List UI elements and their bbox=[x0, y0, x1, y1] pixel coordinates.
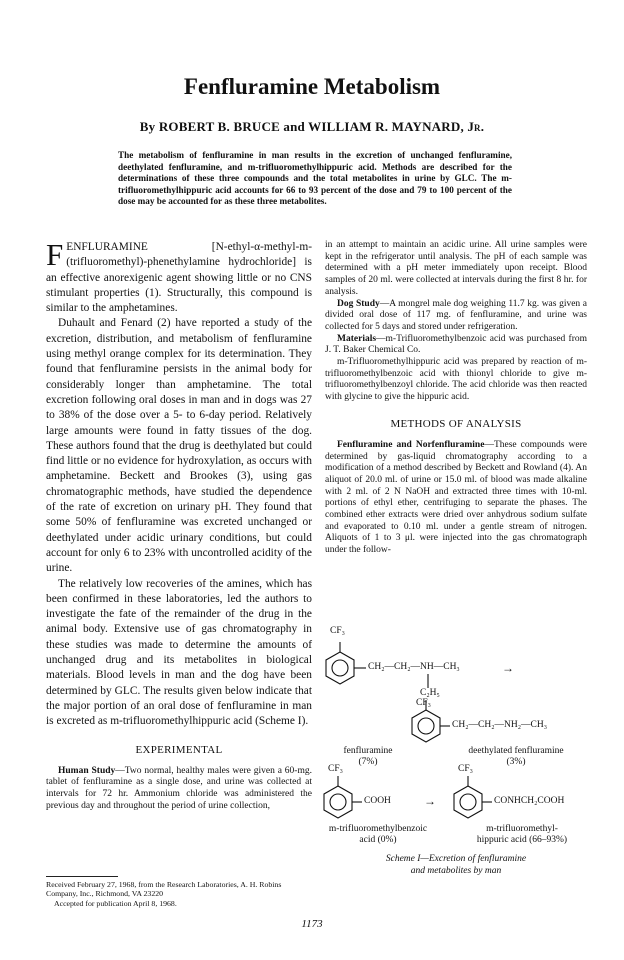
run-in-head-fenfluramine: Fenfluramine and Norfenfluramine bbox=[337, 439, 485, 450]
section-heading-experimental: EXPERIMENTAL bbox=[135, 743, 223, 756]
scheme-caption-line-2: and metabolites by man bbox=[410, 865, 502, 876]
percent-hippuric-acid: hippuric acid (66–93%) bbox=[476, 835, 568, 845]
benzene-ring-benzoic bbox=[324, 786, 352, 818]
run-in-head-materials: Materials bbox=[337, 333, 377, 344]
intro-paragraph bbox=[46, 237, 312, 316]
section-heading-methods: METHODS OF ANALYSIS bbox=[390, 417, 522, 430]
cf3-label-4: CF₃ bbox=[458, 764, 473, 774]
paragraph-human-study bbox=[46, 766, 312, 813]
percent-deethylated: (3%) bbox=[506, 757, 526, 767]
label-hippuric-acid: m-trifluoromethyl- bbox=[486, 824, 558, 834]
human-study-text: —Two normal, healthy males were given a 60-mg. tablet of fenfluramine as a single dose, and urine was collected at intervals for 72 hr. Ammonium chloride was administered the previous day and throughout the period of urine collection, bbox=[46, 765, 312, 811]
dog-study-text: —A mongrel male dog weighing 11.7 kg. was given a divided oral dose of 117 mg. of fenfluramine, and urine was collected for 5 days and stored under refrigeration. bbox=[325, 298, 587, 332]
reaction-arrow-1: → bbox=[502, 661, 514, 675]
paragraph-duhault: Duhault and Fenard (2) have reported a study of the excretion, distribution, and metabolism of fenfluramine using methyl orange complex for its determination. They found that fenfluramine persists in the animal body for considerably longer than amphetamine. The total excretion following oral doses in man and in dogs was 27 to 38% of the dose over a 5- to 6-day period. Relatively large amounts were found in fatty tissues of the dog. These authors found that the drug is deethylated but could find little or no evidence for hydroxylation, as occurs with amphetamine. Beckett and Brookes (3), using gas chromatographic methods, have studied the dependence of the rate of excretion on urinary pH. They found that some 50% of fenfluramine was excreted unchanged or deethylated under acidic urinary conditions, but could account for only 6 to 23% with uncontrolled acidity of the urine. bbox=[46, 317, 312, 575]
scheme-caption-line-1: Scheme I—Excretion of fenfluramine bbox=[385, 854, 527, 864]
footnote-rule bbox=[46, 876, 118, 877]
intro-smallcaps: ENFLURAMINE bbox=[66, 241, 148, 253]
carboxyl-group: COOH bbox=[364, 796, 391, 806]
benzene-ring-hippuric bbox=[454, 786, 482, 818]
reaction-arrow-2: → bbox=[424, 794, 436, 808]
footnote bbox=[46, 880, 310, 908]
drop-cap: F bbox=[46, 237, 64, 272]
author-suffix: Jr. bbox=[467, 119, 485, 134]
side-chain-deethylated: CH₂—CH₂—NH₂—CH₃ bbox=[452, 720, 548, 730]
paper-title: Fenfluramine Metabolism bbox=[183, 74, 441, 99]
page-number: 1173 bbox=[301, 918, 323, 930]
cf3-label-2: CF₃ bbox=[416, 698, 431, 708]
cf3-label-1: CF₃ bbox=[330, 626, 345, 636]
paragraph-fenfluramine-method bbox=[325, 440, 587, 557]
fenfluramine-method-text: —These compounds were determined by gas-liquid chromatography according to a modification of a method described by Beckett and Rowland (4). An aliquot of 20.0 ml. of urine or 15.0 ml. of blood was made alkaline with 2 ml. of 2 N NaOH and extracted three times with 10-ml. portions of ethyl ether, centrifuging to separate the phases. The combined ether extracts were dried over anhydrous sodium sulfate and evaporated to 0.10 ml. under a gentle stream of nitrogen. Aliquots of 1 to 3 μl. were injected into the gas chromatograph under the follow- bbox=[325, 439, 587, 556]
scheme-1 bbox=[318, 606, 598, 906]
paragraph-hippuric-prep: m-Trifluoromethylhippuric acid was prepared by reaction of m-trifluoromethylbenzoic acid with thionyl chloride to give m-trifluoromethylbenzoyl chloride. The acid chloride was then reacted with glycine to give the hippuric acid. bbox=[325, 357, 587, 403]
scheme-caption bbox=[318, 854, 594, 877]
left-column bbox=[46, 237, 312, 812]
ethyl-label: C₂H₅ bbox=[420, 688, 440, 698]
cf3-label-3: CF₃ bbox=[328, 764, 343, 774]
footnote-received: Received February 27, 1968, from the Research Laboratories, A. H. Robins Company, Inc., Richmond, VA 23220 bbox=[46, 880, 282, 899]
run-in-head-dog: Dog Study bbox=[337, 298, 380, 309]
abstract: The metabolism of fenfluramine in man results in the excretion of unchanged fenfluramine, deethylated fenfluramine, and m-trifluoromethylhippuric acid. Methods are described for the determinations of these three compounds and the total metabolites in urine by GLC. The m-trifluoromethylhippuric acid accounts for 66 to 93 percent of the dose and 79 to 100 percent of the dose may be accounted for as these three metabolites. bbox=[118, 150, 512, 207]
side-chain-fenfluramine: CH₂—CH₂—NH—CH₃ bbox=[368, 662, 460, 672]
footnote-accepted: Accepted for publication April 8, 1968. bbox=[54, 898, 177, 908]
intro-text: [N-ethyl-α-methyl-m-(trifluoromethyl)-phenethylamine hydrochloride] is an effective anorexigenic agent showing little or no CNS stimulant properties (1). Structurally, this compound is similar to the amphetamines. bbox=[46, 241, 312, 315]
label-deethylated: deethylated fenfluramine bbox=[468, 746, 564, 756]
paragraph-recoveries: The relatively low recoveries of the amines, which has been confirmed in these laboratories, led the authors to investigate the fate of the remainder of the drug in the animal body. Extensive use of gas chromatography in these studies was made to determine the amounts of unchanged drug and its metabolites in biological materials. Blood levels in man and the dog have been determined by GLC. The results given below indicate that the major portion of an oral dose of fenfluramine in man is excreted as m-trifluoromethylhippuric acid (Scheme I). bbox=[46, 577, 312, 728]
percent-fenfluramine: (7%) bbox=[358, 757, 378, 767]
right-column bbox=[325, 240, 587, 557]
run-in-head-human: Human Study bbox=[58, 765, 116, 776]
paragraph-dog-study bbox=[325, 299, 587, 334]
materials-text: —m-Trifluoromethylbenzoic acid was purchased from J. T. Baker Chemical Co. bbox=[325, 333, 587, 356]
paragraph-materials bbox=[325, 334, 587, 357]
label-fenfluramine: fenfluramine bbox=[343, 746, 393, 756]
percent-benzoic-acid: acid (0%) bbox=[359, 835, 397, 845]
label-benzoic-acid: m-trifluoromethylbenzoic bbox=[328, 824, 428, 834]
glycine-conjugate-group: CONHCH₂COOH bbox=[494, 796, 565, 806]
author-names: By ROBERT B. BRUCE and WILLIAM R. MAYNARD, bbox=[139, 119, 468, 134]
benzene-ring-deethylated bbox=[412, 710, 440, 742]
paragraph-urine: in an attempt to maintain an acidic urine. All urine samples were kept in the refrigerator until analysis. The pH of each sample was determined with a pH meter immediately upon receipt. Blood samples of 20 ml. were collected at intervals during the first 8 hr. for analysis. bbox=[325, 240, 587, 297]
benzene-ring-fenfluramine bbox=[326, 652, 354, 684]
author-line bbox=[0, 119, 624, 135]
